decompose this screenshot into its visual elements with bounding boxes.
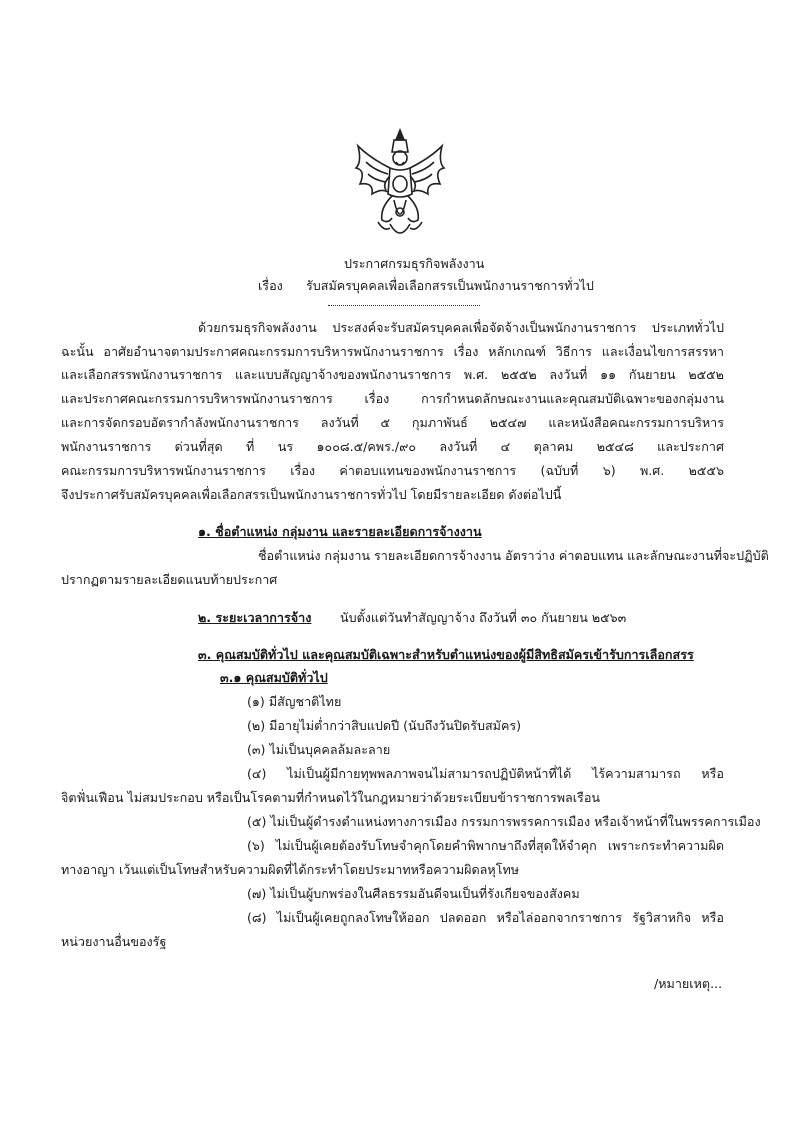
qualification-item: (๕) ไม่เป็นผู้ดำรงตำแหน่งทางการเมือง กรรมการพรรคการเมือง หรือเจ้าหน้าที่ในพรรคการเมือง	[247, 814, 761, 829]
header-divider	[328, 305, 480, 306]
qualification-item: (๗) ไม่เป็นผู้บกพร่องในศีลธรรมอันดีจนเป็นที่รังเกียจของสังคม	[247, 886, 580, 901]
qualification-item-continued: หน่วยงานอื่นของรัฐ	[61, 934, 167, 949]
section-3-heading: ๓. คุณสมบัติทั่วไป และคุณสมบัติเฉพาะสำหรับตำแหน่งของผู้มีสิทธิสมัครเข้ารับการเลือกสรร	[198, 647, 694, 662]
qualification-item: (๘) ไม่เป็นผู้เคยถูกลงโทษให้ออก ปลดออก หรือไล่ออกจากราชการ รัฐวิสาหกิจ หรือ	[247, 910, 724, 925]
intro-line: จึงประกาศรับสมัครบุคคลเพื่อเลือกสรรเป็นพนักงานราชการทั่วไป โดยมีรายละเอียด ดังต่อไปนี้	[61, 487, 562, 502]
section-1-text: ปรากฏตามรายละเอียดแนบท้ายประกาศ	[61, 572, 278, 587]
subject-text: รับสมัครบุคคลเพื่อเลือกสรรเป็นพนักงานราชการทั่วไป	[306, 278, 594, 293]
qualification-item: (๔) ไม่เป็นผู้มีกายทุพพลภาพจนไม่สามารถปฏิบัติหน้าที่ได้ ไร้ความสามารถ หรือ	[247, 766, 724, 781]
intro-line: และประกาศคณะกรรมการบริหารพนักงานราชการ เรื่อง การกำหนดลักษณะงานและคุณสมบัติเฉพาะของกลุ่มงาน	[61, 391, 724, 406]
section-2-text: นับตั้งแต่วันทำสัญญาจ้าง ถึงวันที่ ๓๐ กันยายน ๒๕๖๓	[340, 610, 627, 625]
qualification-item: (๖) ไม่เป็นผู้เคยต้องรับโทษจำคุกโดยคำพิพากษาถึงที่สุดให้จำคุก เพราะกระทำความผิด	[247, 838, 724, 853]
qualification-item-continued: ทางอาญา เว้นแต่เป็นโทษสำหรับความผิดที่ได้กระทำโดยประมาทหรือความผิดลหุโทษ	[61, 862, 520, 877]
qualification-item: (๑) มีสัญชาติไทย	[247, 694, 342, 709]
section-1-heading: ๑. ชื่อตำแหน่ง กลุ่มงาน และรายละเอียดการจ้างงาน	[198, 524, 482, 539]
intro-line: ฉะนั้น อาศัยอำนาจตามประกาศคณะกรรมการบริหารพนักงานราชการ เรื่อง หลักเกณฑ์ วิธีการ และเงื่อนไขการสรรหา	[61, 344, 724, 359]
intro-line: พนักงานราชการ ด่วนที่สุด ที่ นร ๑๐๐๘.๕/คพร./๙๐ ลงวันที่ ๔ ตุลาคม ๒๕๔๘ และประกาศ	[61, 439, 724, 454]
subject-label: เรื่อง	[258, 278, 283, 293]
qualification-item: (๓) ไม่เป็นบุคคลล้มละลาย	[247, 742, 391, 757]
garuda-emblem-icon	[350, 128, 450, 244]
announcement-title: ประกาศกรมธุรกิจพลังงาน	[344, 256, 485, 271]
continuation-note: /หมายเหตุ...	[654, 976, 723, 991]
intro-line: คณะกรรมการบริหารพนักงานราชการ เรื่อง ค่าตอบแทนของพนักงานราชการ (ฉบับที่ ๖) พ.ศ. ๒๕๕๖	[61, 463, 724, 478]
intro-line: ด้วยกรมธุรกิจพลังงาน ประสงค์จะรับสมัครบุคคลเพื่อจัดจ้างเป็นพนักงานราชการ ประเภททั่วไป	[198, 320, 724, 335]
qualification-item: (๒) มีอายุไม่ต่ำกว่าสิบแปดปี (นับถึงวันปิดรับสมัคร)	[247, 718, 522, 733]
qualification-item-continued: จิตฟั่นเฟือน ไม่สมประกอบ หรือเป็นโรคตามที่กำหนดไว้ในกฎหมายว่าด้วยระเบียบข้าราชการพลเรือน	[61, 790, 600, 805]
section-1-text: ชื่อตำแหน่ง กลุ่มงาน รายละเอียดการจ้างงาน อัตราว่าง ค่าตอบแทน และลักษณะงานที่จะปฏิบัติ	[258, 548, 769, 563]
intro-line: และเลือกสรรพนักงานราชการ และแบบสัญญาจ้างของพนักงานราชการ พ.ศ. ๒๕๕๒ ลงวันที่ ๑๑ กันยายน ๒๕๕๒	[61, 367, 724, 382]
section-2-heading: ๒. ระยะเวลาการจ้าง	[198, 610, 312, 625]
section-3-1-heading: ๓.๑ คุณสมบัติทั่วไป	[220, 670, 328, 685]
intro-line: และการจัดกรอบอัตรากำลังพนักงานราชการ ลงวันที่ ๕ กุมภาพันธ์ ๒๕๔๗ และหนังสือคณะกรรมการบริหาร	[61, 415, 724, 430]
